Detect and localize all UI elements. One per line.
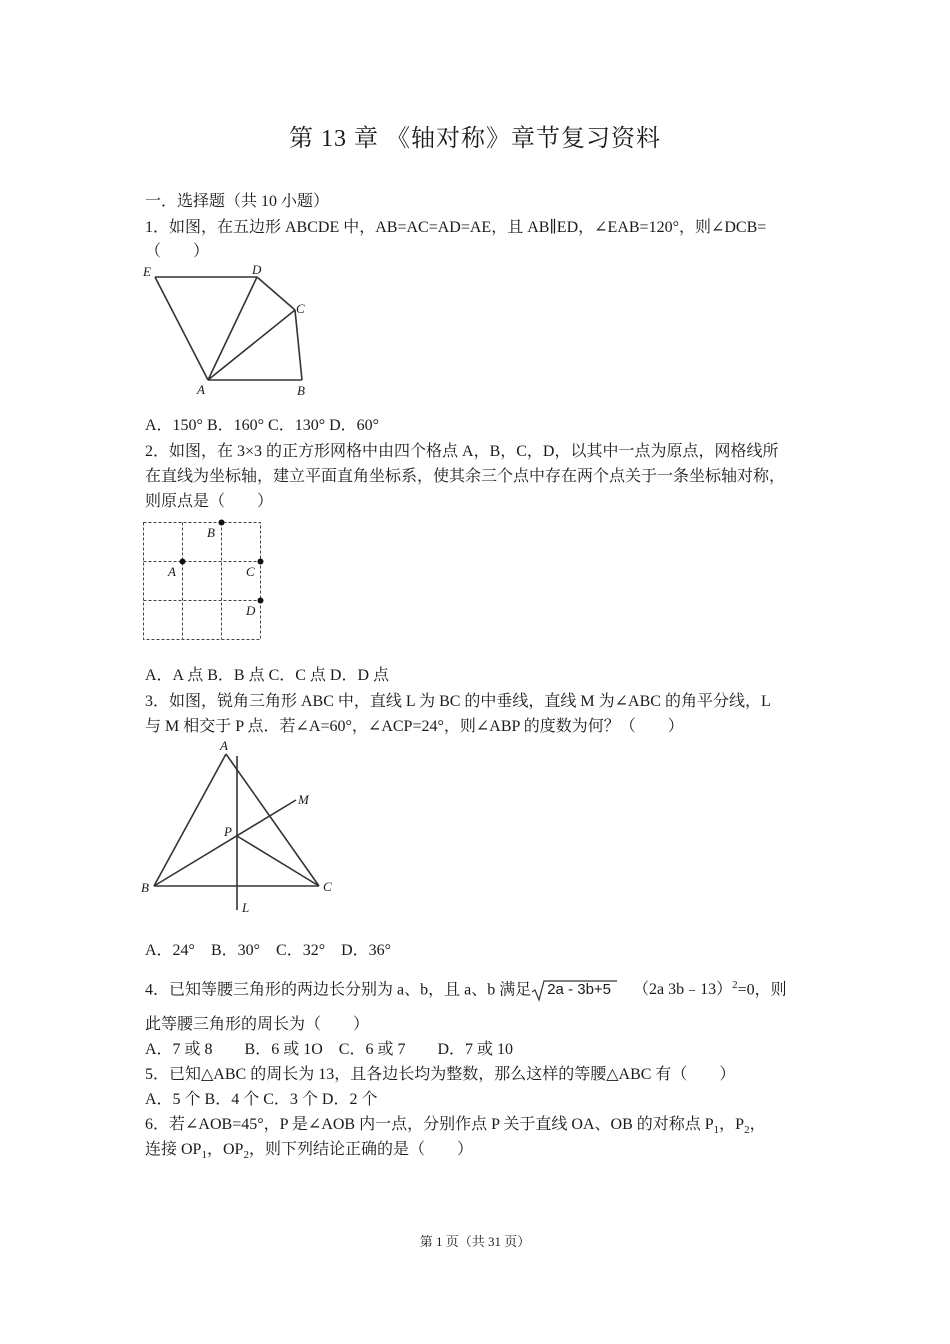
q6-sub-1: 1 [713,1124,720,1137]
q2-label-d: D [246,603,256,618]
q2-stem-line1: 2．如图，在 3×3 的正方形网格中由四个格点 A，B，C，D，以其中一点为原点，网格线所 [145,443,779,460]
q3-options: A．24° B．30° C．32° D．36° [145,942,392,959]
q6-sub-3: 1 [201,1149,207,1162]
q3-stem-line1: 3．如图，锐角三角形 ABC 中，直线 L 为 BC 的中垂线，直线 M 为∠ABC 的角平分线，L [145,693,771,710]
q3-triangle-figure [138,736,348,916]
q2-grid-figure [140,516,270,644]
q2-options: A．A 点 B．B 点 C．C 点 D．D 点 [145,667,390,684]
q3-stem-line2: 与 M 相交于 P 点．若∠A=60°，∠ACP=24°，则∠ABP 的度数为何？（ ） [145,718,684,735]
q4-stem-line2: 此等腰三角形的周长为（ ） [145,1016,370,1033]
q1-stem-line1: 1．如图，在五边形 ABCDE 中，AB=AC=AD=AE，且 AB∥ED，∠EAB=120°，则∠DCB= [145,219,767,236]
q1-label-c: C [296,301,305,316]
q3-label-l: L [242,900,250,915]
q1-label-d: D [252,262,262,277]
q3-label-p: P [224,824,232,839]
q2-label-a: A [168,564,176,579]
q6-stem-line2-end: ，则下列结论正确的是（ ） [248,1141,473,1158]
q1-label-b: B [297,383,305,398]
page-title: 第 13 章 《轴对称》章节复习资料 [289,126,661,152]
q3-label-a: A [220,738,228,753]
q1-label-a: A [197,382,205,397]
q2-stem-line2: 在直线为坐标轴，建立平面直角坐标系，使其余三个点中存在两个点关于一条坐标轴对称， [145,468,786,485]
q1-pentagon-figure [140,262,320,402]
q1-options: A．150° B．160° C．130° D．60° [145,417,380,434]
q4-options: A．7 或 8 B．6 或 1O C．6 或 7 D．7 或 10 [145,1041,514,1058]
q5-stem: 5．已知△ABC 的周长为 13，且各边长均为整数，那么这样的等腰△ABC 有（ ） [145,1066,736,1083]
page-footer: 第 1 页（共 31 页） [419,1234,531,1249]
q6-sub-4: 2 [243,1149,249,1162]
q6-stem-line2-mid: ，OP [206,1141,244,1158]
q6-stem-text-a: 6．若∠AOB=45°，P 是∠AOB 内一点，分别作点 P 关于直线 OA、OB 的对称点 P [145,1116,714,1133]
q4-stem-line1 [145,973,787,1003]
q4-power: 2 [732,979,738,991]
q6-stem-line2-text: 连接 OP [145,1141,202,1158]
q6-sub-2: 2 [744,1124,750,1137]
q4-stem-prefix: 4．已知等腰三角形的两边长分别为 a、b，且 a、b 满足 [145,981,532,999]
q3-label-b: B [141,880,149,895]
q4-stem-end: =0，则 [737,981,787,999]
q6-stem-line2 [145,1138,473,1167]
q2-stem-line3: 则原点是（ ） [145,493,274,510]
q6-stem-end: ， [749,1116,766,1133]
q3-label-c: C [323,879,332,894]
q2-label-b: B [207,525,215,540]
q5-options: A．5 个 B．4 个 C．3 个 D．2 个 [145,1091,378,1108]
q6-stem-mid: ，P [719,1116,745,1133]
q4-radicand: 2a - 3b+5 [547,981,612,999]
section-heading: 一．选择题（共 10 小题） [145,193,330,210]
q2-label-c: C [246,564,255,579]
q3-label-m: M [298,792,309,807]
q1-label-e: E [143,264,151,279]
q4-stem-suffix: （2a 3b﹣13） [633,981,733,999]
q1-stem-line2: （ ） [145,243,210,260]
